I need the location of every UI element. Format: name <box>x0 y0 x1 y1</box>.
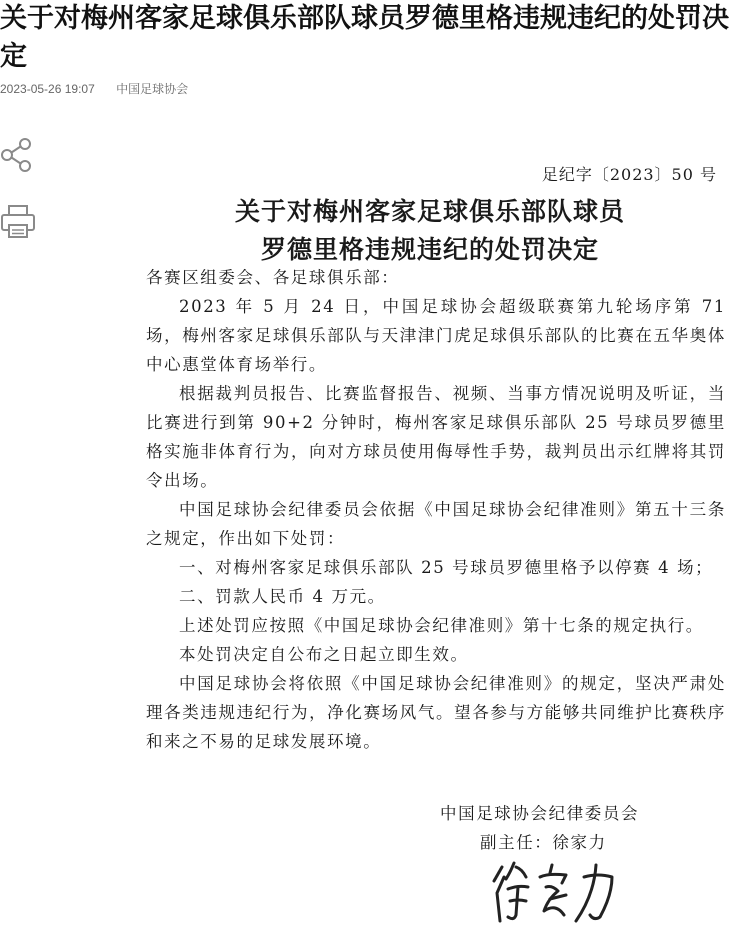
publish-date: 2023-05-26 19:07 <box>0 82 95 96</box>
article-meta <box>0 80 188 97</box>
paragraph: 上述处罚应按照《中国足球协会纪律准则》第十七条的规定执行。 <box>179 616 704 635</box>
paragraph: 本处罚决定自公布之日起立即生效。 <box>179 645 469 664</box>
handwritten-signature-icon <box>488 855 628 925</box>
paragraph: 中国足球协会纪律委员会依据《中国足球协会纪律准则》第五十三条之规定，作出如下处罚： <box>146 500 726 548</box>
paragraph: 二、罚款人民币 4 万元。 <box>179 587 386 606</box>
paragraph: 中国足球协会将依照《中国足球协会纪律准则》的规定，坚决严肃处理各类违规违纪行为，净化赛场风气。望各参与方能够共同维护比赛秩序和来之不易的足球发展环境。 <box>146 674 726 751</box>
salutation: 各赛区组委会、各足球俱乐部： <box>146 268 400 287</box>
document-title-line-1: 关于对梅州客家足球俱乐部队球员 <box>234 197 625 226</box>
document-title-line-2: 罗德里格违规违纪的处罚决定 <box>260 235 599 264</box>
document-number: 足纪字〔2023〕50 号 <box>541 165 717 184</box>
article-title: 关于对梅州客家足球俱乐部队球员罗德里格违规违纪的处罚决定 <box>0 3 729 72</box>
signatory-organization: 中国足球协会纪律委员会 <box>440 804 640 823</box>
signatory-person: 副主任：徐家力 <box>480 833 607 852</box>
article-source[interactable]: 中国足球协会 <box>116 82 189 96</box>
document-scan <box>0 150 751 924</box>
document-body <box>146 263 726 756</box>
paragraph: 一、对梅州客家足球俱乐部队 25 号球员罗德里格予以停赛 4 场； <box>179 558 714 577</box>
paragraph: 2023 年 5 月 24 日，中国足球协会超级联赛第九轮场序第 71 场，梅州客家足球俱乐部队与天津津门虎足球俱乐部队的比赛在五华奥体中心惠堂体育场举行。 <box>146 297 726 374</box>
paragraph: 根据裁判员报告、比赛监督报告、视频、当事方情况说明及听证，当比赛进行到第 90+2 分钟时，梅州客家足球俱乐部队 25 号球员罗德里格实施非体育行为，向对方球员使用侮辱性手势，裁判员出示红牌将其罚令出场。 <box>146 384 726 490</box>
